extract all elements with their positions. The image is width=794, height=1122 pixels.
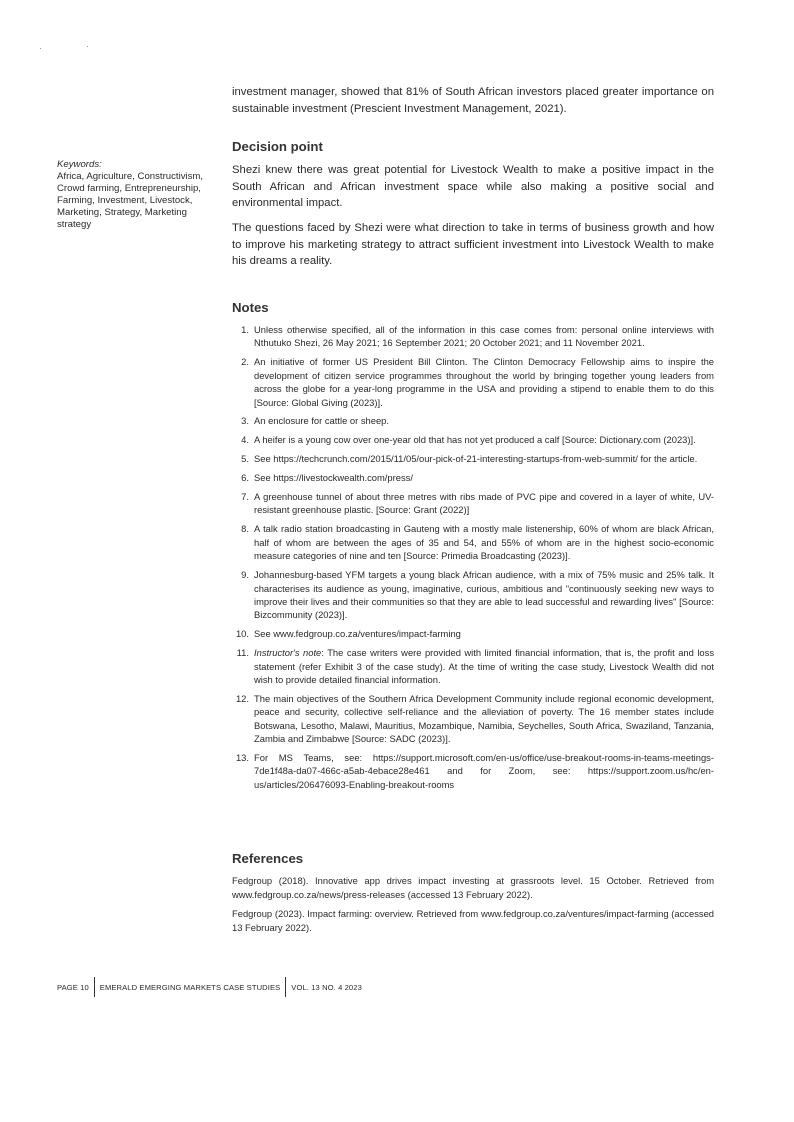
footer-divider [94,977,95,997]
note-item [233,490,714,517]
note-number: 13. [235,751,249,763]
note-item [233,323,714,350]
reference-item: Fedgroup (2018). Innovative app drives impact investing at grassroots level. 15 October. Retrieved from www.fedgroup.co.za/news/press-releases (accessed 13 February 2022). [232,875,714,900]
notes-heading: Notes [232,300,269,315]
references-heading: References [232,851,304,866]
decision-paragraph-2: The questions faced by Shezi were what direction to take in terms of business growth and how to improve his marketing strategy to attract sufficient investment into Livestock Wealth to make his dreams a reality. [232,222,714,268]
note-item [233,692,714,746]
note-item [233,433,714,446]
note-number: 5. [241,453,249,465]
note-text: : The case writers were provided with limited financial information, that is, the profit and loss statement (refer Exhibit 3 of the case study). At the time of writing the case study, Livestock Wealth did not wish to provide detailed financial information. [254,647,715,685]
note-item [233,414,714,427]
note-number: 7. [241,491,249,503]
note-text: An enclosure for cattle or sheep. [254,415,389,427]
note-item [233,646,714,686]
note-text: See https://livestockwealth.com/press/ [254,472,413,484]
decision-point-heading: Decision point [232,139,323,154]
note-text: An initiative of former US President Bill Clinton. The Clinton Democracy Fellowship aims to inspire the development of citizen service programmes throughout the world by bringing together young leaders from across the globe for a year-long programme in the USA and providing a stipend to enable them to do this [Source: Global Giving (2023)]. [254,356,714,408]
volume-info: VOL. 13 NO. 4 2023 [291,982,362,992]
keywords-list: Africa, Agriculture, Constructivism, Crowd farming, Entrepreneurship, Farming, Investment, Livestock, Marketing, Strategy, Marketing strategy [57,171,204,230]
note-item [233,522,714,562]
note-text: A talk radio station broadcasting in Gauteng with a mostly male listenership, 60% of whom are black African, half of whom are between the ages of 35 and 54, and 55% of whom are in the highest socio-economic measure categories of nine and ten [Source: Primedia Broadcasting (2023)]. [254,523,714,562]
note-number: 10. [235,628,249,640]
note-text: A greenhouse tunnel of about three metres with ribs made of PVC pipe and covered in a layer of white, UV-resistant greenhouse plastic. [Source: Grant (2022)] [254,491,714,516]
note-item [233,471,714,484]
keywords-title: Keywords: [57,159,102,170]
note-text: See https://techcrunch.com/2015/11/05/our-pick-of-21-interesting-startups-from-web-summit/ for the article. [254,453,698,465]
note-number: 8. [241,523,249,535]
footer-divider [285,977,286,997]
note-text: The main objectives of the Southern Africa Development Community include regional economic development, peace and security, collective self-reliance and the alleviation of poverty. The 16 member states include Botswana, Lesotho, Malawi, Mauritius, Mozambique, Namibia, Seychelles, South Africa, Swaziland, Tanzania, Zambia and Zimbabwe [Source: SADC (2023)]. [254,692,714,745]
note-text: Johannesburg-based YFM targets a young black African audience, with a mix of 75% music and 25% talk. It characterises its audience as young, imaginative, curious, ambitious and "continuously seeking new ways to improve their lives and their communities so that they are able to lead successful and rewarding lives" [Source: Bizcommunity (2023)]. [254,569,714,621]
note-number: 12. [235,692,249,704]
notes-list [233,323,714,797]
intro-paragraph: investment manager, showed that 81% of South African investors placed greater importance on sustainable investment (Prescient Investment Management, 2021). [232,86,714,115]
note-number: 2. [241,356,249,368]
note-number: 3. [241,415,249,427]
decision-paragraph-1: Shezi knew there was great potential for Livestock Wealth to make a positive impact in the South African and African investment space while also making a positive social and environmental impact. [232,164,714,210]
note-item [233,452,714,465]
note-item [233,751,714,791]
note-text: Unless otherwise specified, all of the information in this case comes from: personal online interviews with Nthutuko Shezi, 26 May 2021; 16 September 2021; 20 October 2021; and 11 November 2021. [254,324,714,349]
note-number: 6. [241,472,249,484]
note-number: 1. [241,324,249,335]
note-text: See www.fedgroup.co.za/ventures/impact-farming [254,628,461,640]
reference-item: Fedgroup (2023). Impact farming: overview. Retrieved from www.fedgroup.co.za/ventures/impact-farming (accessed 13 February 2022). [232,908,714,933]
journal-name: EMERALD EMERGING MARKETS CASE STUDIES [99,982,281,992]
note-italic-label: Instructor's note [254,647,322,659]
note-number: 9. [241,569,249,581]
note-number: 11. [236,647,249,659]
note-text: For MS Teams, see: https://support.microsoft.com/en-us/office/use-breakout-rooms-in-teams-meetings-7de1f48a-da07-466c-a5ab-4ebace28e461 and for Zoom, see: https://support.zoom.us/hc/en-us/articles/206476093-Enabling-breakout-rooms [254,751,714,790]
page-footer [57,977,362,997]
page-number: PAGE 10 [57,982,89,992]
note-item [233,627,714,640]
scan-speck [87,46,88,47]
note-text: A heifer is a young cow over one-year old that has not yet produced a calf [Source: Dictionary.com (2023)]. [254,434,696,446]
keywords-sidebar [57,159,217,231]
note-number: 4. [241,434,249,446]
note-item [233,355,714,409]
scan-speck [40,48,41,49]
references-list [232,874,714,940]
note-item [233,568,714,622]
